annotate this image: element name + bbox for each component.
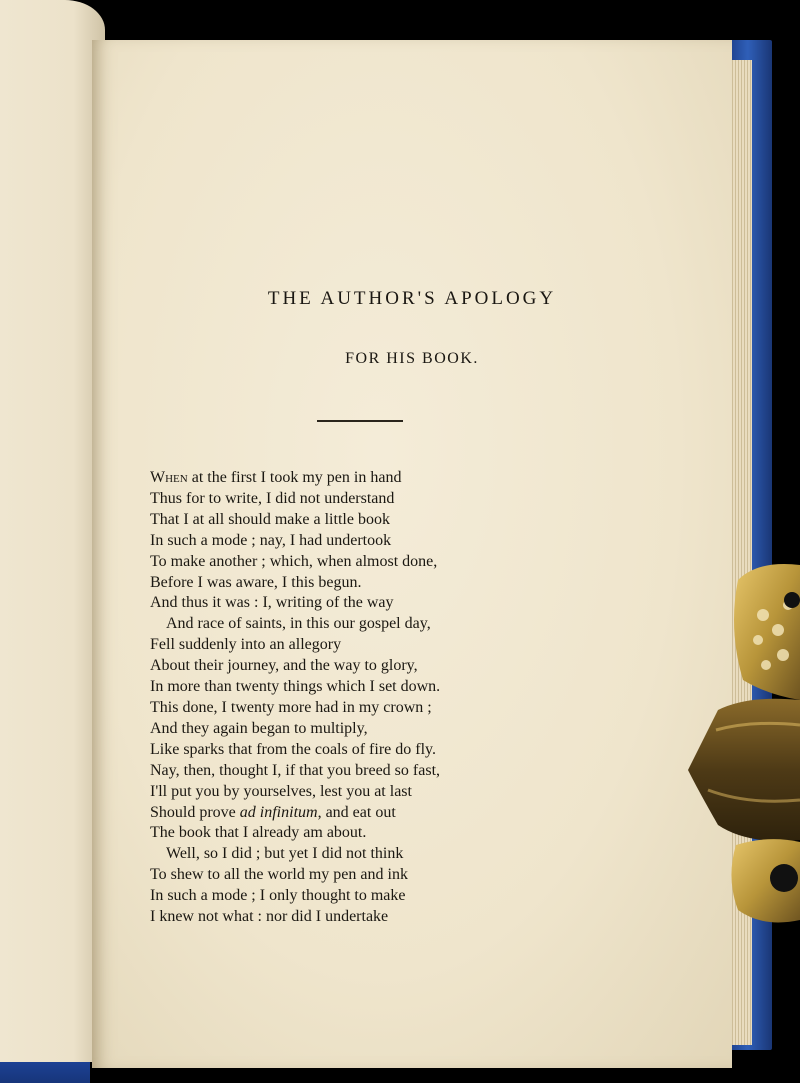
- poem-line-text: Well, so I did ; but yet I did not think: [166, 845, 404, 863]
- poem-line: [150, 593, 530, 614]
- brass-clasp-icon: [688, 560, 800, 930]
- poem-line-text: at the first I took my pen in hand: [187, 469, 402, 486]
- poem-line-text: Before I was aware, I this begun.: [150, 573, 362, 591]
- poem-line: [150, 573, 530, 594]
- poem-line-text: That I at all should make a little book: [150, 510, 390, 528]
- poem-line: [150, 510, 530, 531]
- poem-text: [150, 468, 530, 928]
- poem-line-text: Thus for to write, I did not understand: [150, 489, 395, 507]
- poem-line-text: Should prove ad infinitum, and eat out: [150, 803, 396, 821]
- poem-line-text: And race of saints, in this our gospel day,: [166, 615, 431, 633]
- poem-line: [150, 468, 530, 489]
- poem-line-text: To shew to all the world my pen and ink: [150, 866, 408, 884]
- poem-line-text: The book that I already am about.: [150, 824, 367, 842]
- poem-line: [150, 823, 530, 844]
- poem-line: [150, 677, 530, 698]
- poem-line: [150, 489, 530, 510]
- poem-line: [150, 698, 530, 719]
- poem-line-text: This done, I twenty more had in my crown ;: [150, 698, 432, 716]
- poem-line: [150, 635, 530, 656]
- poem-line-text: In such a mode ; nay, I had undertook: [150, 531, 392, 549]
- poem-line: [150, 844, 530, 865]
- page-title: THE AUTHOR'S APOLOGY: [267, 288, 557, 309]
- poem-line: [150, 656, 530, 677]
- poem-line: [150, 803, 530, 824]
- poem-line-text: I knew not what : nor did I undertake: [150, 908, 389, 926]
- poem-line-text: I'll put you by yourselves, lest you at last: [150, 782, 412, 800]
- poem-line-text: And thus it was : I, writing of the way: [150, 594, 394, 612]
- poem-line: [150, 782, 530, 803]
- page-subtitle: FOR HIS BOOK.: [345, 350, 479, 367]
- poem-line: [150, 886, 530, 907]
- poem-line-text: Fell suddenly into an allegory: [150, 636, 342, 654]
- right-page: [92, 40, 732, 1068]
- poem-line: [150, 552, 530, 573]
- poem-line-text: About their journey, and the way to glory,: [150, 657, 418, 675]
- poem-lead-word: When: [150, 469, 188, 486]
- poem-line: [150, 761, 530, 782]
- poem-line: [150, 907, 530, 928]
- poem-line: [150, 531, 530, 552]
- poem-line-text: In more than twenty things which I set down.: [150, 678, 441, 696]
- poem-line-text: To make another ; which, when almost done,: [150, 552, 438, 570]
- title-rule: [317, 420, 403, 422]
- poem-line-text: And they again began to multiply,: [150, 719, 368, 737]
- left-page: [0, 0, 105, 1062]
- poem-line-text: Like sparks that from the coals of fire do fly.: [150, 740, 436, 758]
- poem-line-text: In such a mode ; I only thought to make: [150, 887, 406, 905]
- poem-line: [150, 865, 530, 886]
- poem-line: [150, 614, 530, 635]
- poem-line: [150, 740, 530, 761]
- poem-line-text: Nay, then, thought I, if that you breed so fast,: [150, 761, 441, 779]
- poem-line: [150, 719, 530, 740]
